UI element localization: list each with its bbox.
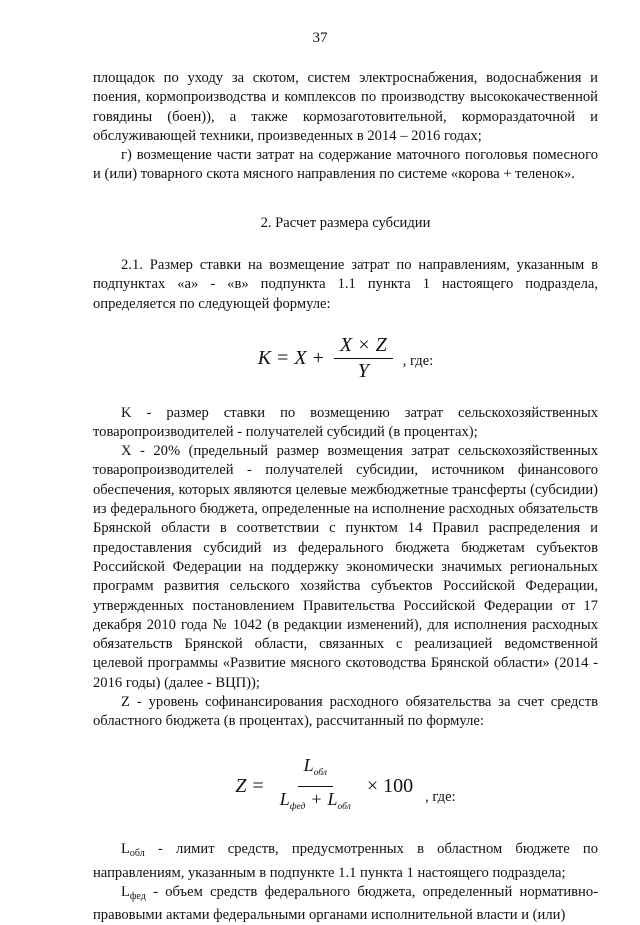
formula-k	[93, 333, 598, 383]
formula-k-fraction	[334, 333, 393, 383]
formula-z-den-plus: +	[311, 788, 322, 809]
definition-l-obl	[93, 840, 598, 883]
definition-x: X - 20% (предельный размер возмещения затрат сельскохозяйственных товаропроизводителей - получателей субсидии, источником финансового обеспечения, которых являются целевые межбюджетные трансферты (субсидии) из федерального бюджета, определенные на исполнение расходных обязательств Брянской области в соответствии с пунктом 14 Правил распределения и предоставления субсидий из федерального бюджета бюджетам субъектов Российской Федерации на поддержку экономически значимых региональных программ развития сельского хозяйства субъектов Российской Федерации, утвержденных постановлением Правительства Российской Федерации от 17 декабря 2010 года № 1042 (в редакции изменений), для исполнения расходных обязательств Брянской области, связанных с реализацией ведомственной целевой программы «Развитие мясного скотоводства Брянской области» (2014 - 2016 годы) (далее - ВЦП));	[93, 443, 598, 691]
paragraph-2-1: 2.1. Размер ставки на возмещение затрат по направлениям, указанным в подпунктах «а» - «в» подпункта 1.1 пункта 1 настоящего подраздела, определяется по следующей формуле:	[93, 257, 598, 312]
formula-z-suffix: , где:	[425, 788, 456, 805]
formula-z-lhs: Z	[235, 774, 247, 797]
section-title: 2. Расчет размера субсидии	[260, 214, 431, 231]
formula-k-plus: +	[312, 347, 324, 370]
formula-k-numerator: X × Z	[334, 336, 393, 359]
formula-k-denominator: Y	[357, 360, 369, 383]
definition-l-obl-letter: L	[121, 841, 130, 858]
formula-z-den-sub2: обл	[337, 801, 351, 812]
formula-z-fraction	[274, 756, 357, 818]
paragraph-continuation: площадок по уходу за скотом, систем электроснабжения, водоснабжения и поения, кормопроизводства и комплексов по производству высококачественной говядины (боен)), а также кормозаготовительной, кормораздаточной и обслуживающей техники, произведенных в 2014 – 2016 годах;	[93, 70, 598, 144]
formula-z-num-letter: L	[303, 754, 314, 775]
document-body	[93, 69, 598, 925]
definition-l-fed-letter: L	[121, 883, 130, 900]
definition-z: Z - уровень софинансирования расходного обязательства за счет средств областного бюджета (в процентах), рассчитанный по формуле:	[93, 694, 598, 730]
page-number: 37	[312, 30, 328, 46]
formula-z-times: × 100	[366, 774, 414, 797]
definition-l-fed-text: - объем средств федерального бюджета, определенный нормативно-правовыми актами федеральными органами исполнительной власти и (или)	[93, 883, 598, 924]
formula-z-denominator	[274, 787, 357, 817]
definition-l-fed	[93, 883, 598, 925]
definition-l-fed-sub: фед	[129, 890, 146, 902]
formula-z-eq: =	[252, 774, 264, 797]
formula-z-den-letter2: L	[327, 788, 338, 809]
formula-k-eq: =	[277, 347, 289, 370]
formula-z	[93, 756, 598, 818]
formula-k-x: X	[294, 347, 307, 370]
definition-l-obl-sub: обл	[129, 848, 145, 860]
formula-k-lhs: K	[257, 347, 272, 370]
formula-z-den-sub1: фед	[289, 801, 306, 812]
formula-k-suffix: , где:	[402, 353, 434, 370]
definition-k: K - размер ставки по возмещению затрат сельскохозяйственных товаропроизводителей - получателей субсидий (в процентах);	[93, 404, 598, 440]
formula-z-num-sub: обл	[313, 767, 327, 778]
paragraph-item-g: г) возмещение части затрат на содержание маточного поголовья помесного и (или) товарного скота мясного направления по системе «корова + теленок».	[93, 147, 598, 183]
definition-l-obl-text: - лимит средств, предусмотренных в областном бюджете по направлениям, указанным в подпункте 1.1 пункта 1 настоящего подраздела;	[93, 841, 598, 881]
formula-z-den-letter1: L	[279, 788, 290, 809]
formula-z-numerator	[298, 756, 333, 787]
